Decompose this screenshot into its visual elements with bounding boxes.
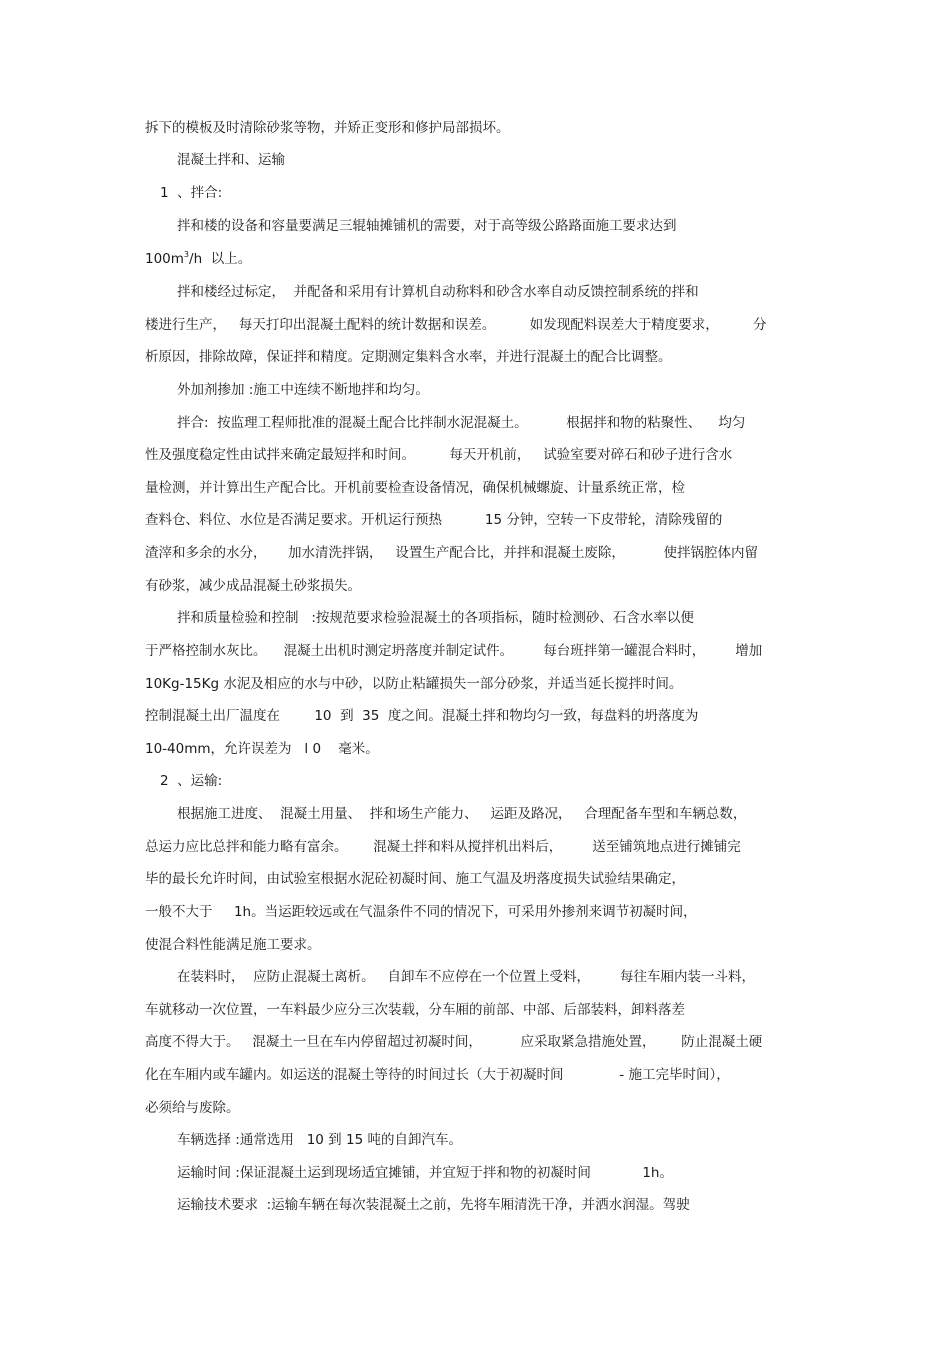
text-line: 车就移动一次位置，一车料最少应分三次装载，分车厢的前部、中部、后部装料，卸料落差 xyxy=(145,1002,685,1018)
text-line: 10Kg-15Kg 水泥及相应的水与中砂，以防止粘罐损失一部分砂浆，并适当延长搅拌时间。 xyxy=(145,676,683,692)
text-line: 毕的最长允许时间，由试验室根据水泥砼初凝时间、施工气温及坍落度损失试验结果确定， xyxy=(145,871,685,887)
text-line: 有砂浆，减少成品混凝土砂浆损失。 xyxy=(145,578,361,594)
text-line: 拌和质量检验和控制 :按规范要求检验混凝土的各项指标，随时检测砂、石含水率以便 xyxy=(177,610,694,626)
text-line: 渣滓和多余的水分， 加水清洗拌锅， 设置生产配合比，并拌和混凝土废除， 使拌锅腔体内留 xyxy=(145,545,758,561)
text-line: 控制混凝土出厂温度在 10 到 35 度之间。混凝土拌和物均匀一致，每盘料的坍落度为 xyxy=(145,708,699,724)
text-line: 楼进行生产， 每天打印出混凝土配料的统计数据和误差。 如发现配料误差大于精度要求， 分 xyxy=(145,317,767,333)
text-line: 外加剂掺加 :施工中连续不断地拌和均匀。 xyxy=(177,382,429,398)
text-line: 使混合料性能满足施工要求。 xyxy=(145,937,321,953)
text-fragment: /h 以上。 xyxy=(189,251,252,267)
section-heading: 混凝土拌和、运输 xyxy=(177,152,285,168)
text-line: 总运力应比总拌和能力略有富余。 混凝土拌和料从搅拌机出料后， 送至铺筑地点进行摊铺完 xyxy=(145,839,741,855)
text-line: 运输技术要求 :运输车辆在每次装混凝土之前，先将车厢清洗干净，并洒水润湿。驾驶 xyxy=(177,1197,690,1213)
text-line: 在装料时， 应防止混凝土离析。 自卸车不应停在一个位置上受料， 每往车厢内装一斗料， xyxy=(177,969,755,985)
text-line xyxy=(145,250,251,270)
text-line: 一般不大于 1h。当运距较远或在气温条件不同的情况下，可采用外掺剂来调节初凝时间， xyxy=(145,904,697,920)
text-line: 10-40mm，允许误差为 l 0 毫米。 xyxy=(145,741,379,757)
text-line: 化在车厢内或车罐内。如运送的混凝土等待的时间过长（大于初凝时间 - 施工完毕时间）， xyxy=(145,1067,730,1083)
superscript: 3 xyxy=(183,250,190,259)
text-line: 量检测，并计算出生产配合比。开机前要检查设备情况，确保机械螺旋、计量系统正常，检 xyxy=(145,480,685,496)
text-line: 拌和楼经过标定， 并配备和采用有计算机自动称料和砂含水率自动反馈控制系统的拌和 xyxy=(177,284,699,300)
text-line: 查料仓、料位、水位是否满足要求。开机运行预热 15 分钟，空转一下皮带轮，清除残留的 xyxy=(145,512,723,528)
text-line: 运输时间 :保证混凝土运到现场适宜摊铺，并宜短于拌和物的初凝时间 1h。 xyxy=(177,1165,673,1181)
text-line: 于严格控制水灰比。 混凝土出机时测定坍落度并制定试件。 每台班拌第一罐混合料时， 增加 xyxy=(145,643,763,659)
subsection-heading: 1 、拌合: xyxy=(160,185,223,201)
text-line: 车辆选择 :通常选用 10 到 15 吨的自卸汽车。 xyxy=(177,1132,462,1148)
text-line: 高度不得大于。 混凝土一旦在车内停留超过初凝时间， 应采取紧急措施处置， 防止混凝土硬 xyxy=(145,1034,763,1050)
text-line: 必须给与废除。 xyxy=(145,1100,240,1116)
text-fragment: 100m xyxy=(145,251,184,267)
text-line: 拌和楼的设备和容量要满足三辊轴摊铺机的需要，对于高等级公路路面施工要求达到 xyxy=(177,218,677,234)
text-line: 拌合: 按监理工程师批准的混凝土配合比拌制水泥混凝土。 根据拌和物的粘聚性、 均匀 xyxy=(177,415,746,431)
text-line: 性及强度稳定性由试拌来确定最短拌和时间。 每天开机前， 试验室要对碎石和砂子进行含水 xyxy=(145,447,733,463)
text-line: 析原因，排除故障，保证拌和精度。定期测定集料含水率，并进行混凝土的配合比调整。 xyxy=(145,349,672,365)
text-line: 拆下的模板及时清除砂浆等物，并矫正变形和修护局部损坏。 xyxy=(145,120,510,136)
subsection-heading: 2 、运输: xyxy=(160,773,223,789)
text-line: 根据施工进度、 混凝土用量、 拌和场生产能力、 运距及路况， 合理配备车型和车辆总数， xyxy=(177,806,747,822)
